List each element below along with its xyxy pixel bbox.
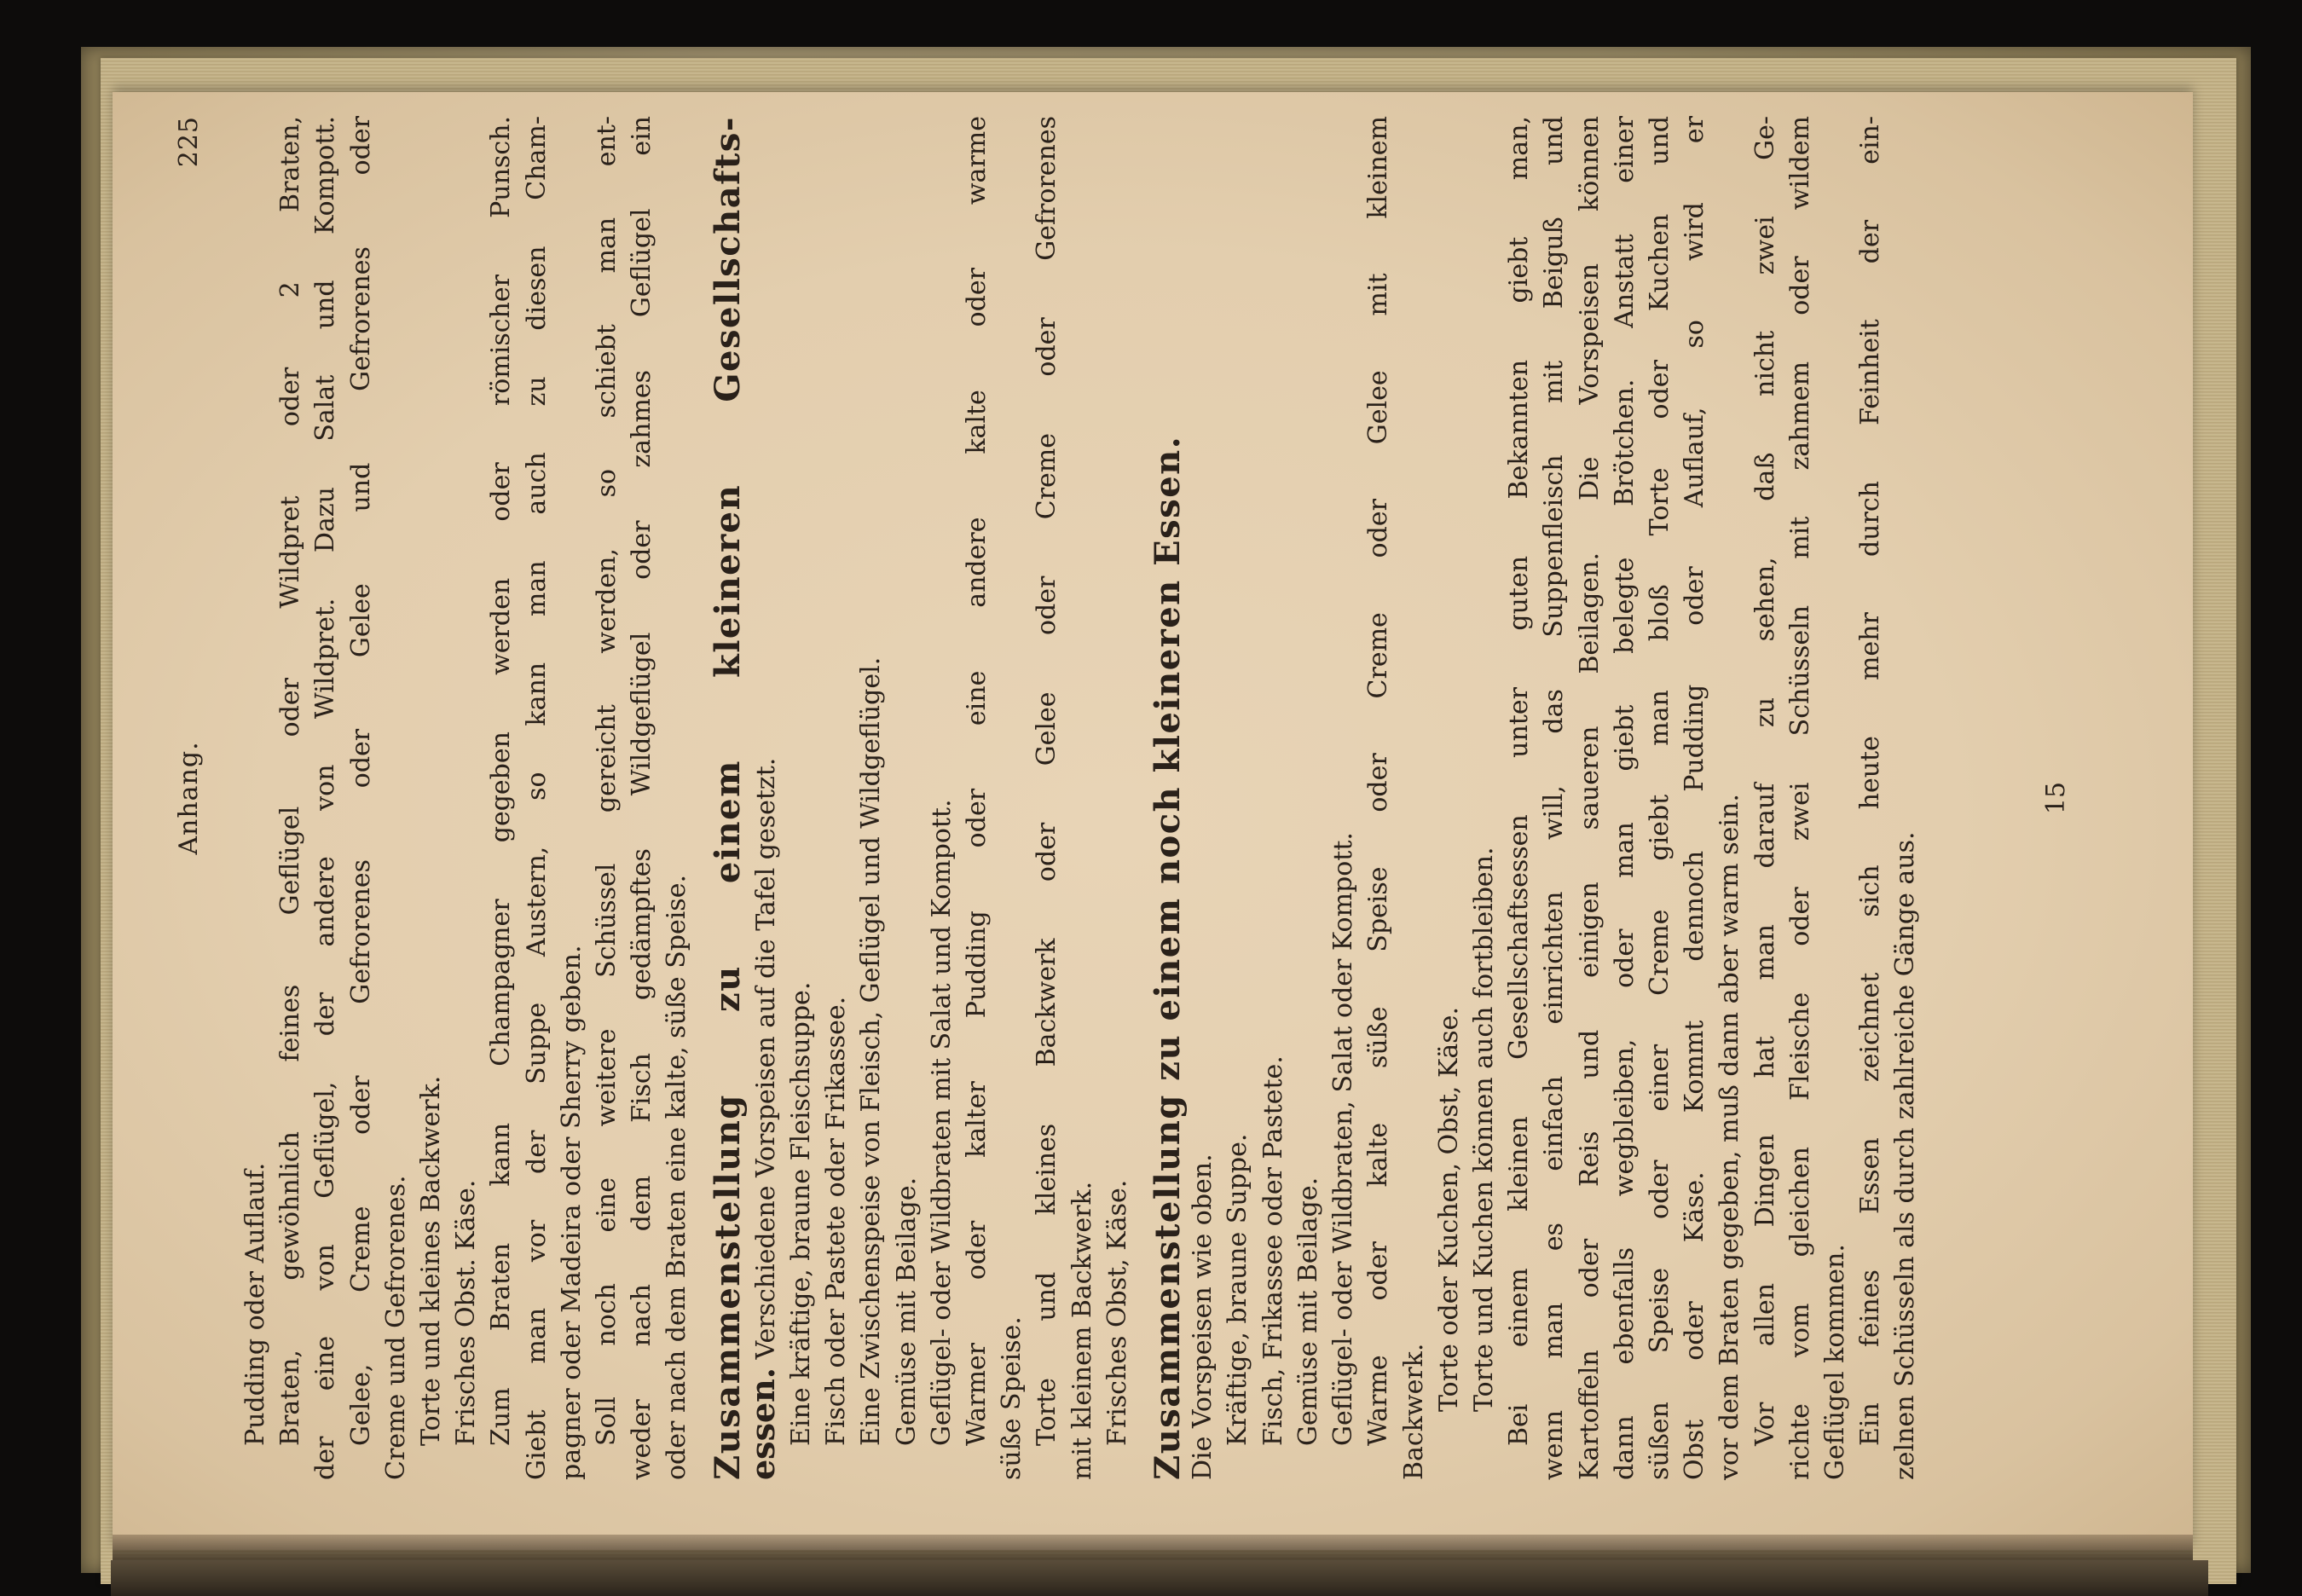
signature-mark: 15 bbox=[2041, 781, 2071, 815]
text-line: Torte und kleines Backwerk oder Gelee oder Creme oder Gefrorenes bbox=[1032, 116, 1062, 1446]
text-line: Giebt man vor der Suppe Austern, so kann man auch zu diesen Cham- bbox=[521, 116, 552, 1480]
text-line: wenn man es einfach einrichten will, das Suppenfleisch mit Beiguß und bbox=[1539, 116, 1570, 1480]
text-line: Obst oder Käse. Kommt dennoch Pudding oder Auflauf, so wird er bbox=[1680, 116, 1710, 1480]
text-line: Gelee, Creme oder Gefrorenes oder Gelee und Gefrorenes oder bbox=[345, 116, 376, 1446]
text-line: pagner oder Madeira oder Sherry geben. bbox=[556, 945, 587, 1480]
text-line: Bei einem kleinen Gesellschaftsessen unter guten Bekannten giebt man, bbox=[1504, 116, 1535, 1446]
text-line: der eine von Geflügel, der andere von Wildpret. Dazu Salat und Kompott. bbox=[310, 116, 341, 1480]
text-line: Torte und Kuchen können auch fortbleiben. bbox=[1468, 847, 1499, 1412]
text-line: Fisch, Frikassee oder Pastete. bbox=[1258, 1055, 1288, 1446]
text-line: Torte oder Kuchen, Obst, Käse. bbox=[1433, 1007, 1464, 1412]
page-number: 225 bbox=[174, 116, 204, 168]
section-heading-continuation: essen. bbox=[743, 1368, 782, 1480]
text-line: Geflügel- oder Wildbraten, Salat oder Kompott. bbox=[1328, 832, 1359, 1446]
text-line: Geflügel- oder Wildbraten mit Salat und Kompott. bbox=[926, 799, 957, 1446]
section-heading: Zusammenstellung zu einem noch kleineren Essen. bbox=[1148, 435, 1189, 1480]
text-line: Eine Zwischenspeise von Fleisch, Geflügel und Wildgeflügel. bbox=[856, 656, 887, 1446]
text-line: oder nach dem Braten eine kalte, süße Speise. bbox=[662, 875, 692, 1480]
text-line: süßen Speise oder einer Creme giebt man bloß Torte oder Kuchen und bbox=[1644, 116, 1674, 1480]
text-line: richte vom gleichen Fleische oder zwei Schüsseln mit zahmem oder wildem bbox=[1784, 116, 1815, 1480]
text-line: Fisch oder Pastete oder Frikassee. bbox=[821, 996, 852, 1446]
text-line: dann ebenfalls wegbleiben, oder man giebt belegte Brötchen. Anstatt einer bbox=[1609, 116, 1640, 1480]
text-line: Eine kräftige, braune Fleischsuppe. bbox=[786, 981, 817, 1446]
rotated-page-text bbox=[123, 116, 2203, 1480]
text-line: Frisches Obst. Käse. bbox=[451, 1179, 482, 1446]
text-line: zelnen Schüsseln als durch zahlreiche Gänge aus. bbox=[1890, 831, 1921, 1480]
text-line: Torte und kleines Backwerk. bbox=[416, 1075, 447, 1446]
text-line: mit kleinem Backwerk. bbox=[1067, 1181, 1097, 1480]
text-line: Die Vorspeisen wie oben. bbox=[1188, 1154, 1218, 1480]
text-line: Ein feines Essen zeichnet sich heute mehr durch Feinheit der ein- bbox=[1855, 116, 1886, 1446]
text-line: Geflügel kommen. bbox=[1819, 1244, 1850, 1480]
heading-continuation-line bbox=[745, 116, 784, 1480]
text-line: Pudding oder Auflauf. bbox=[240, 1162, 270, 1446]
text-line: Vor allen Dingen hat man darauf zu sehen, daß nicht zwei Ge- bbox=[1750, 116, 1780, 1446]
text-line: Warmer oder kalter Pudding oder eine andere kalte oder warme bbox=[962, 116, 992, 1446]
text-line: Kräftige, braune Suppe. bbox=[1223, 1133, 1253, 1446]
text-line: Creme und Gefrorenes. bbox=[380, 1175, 411, 1480]
running-head bbox=[174, 116, 217, 1480]
text-line: Backwerk. bbox=[1398, 1343, 1429, 1480]
text-line: Warme oder kalte süße Speise oder Creme oder Gelee mit kleinem bbox=[1363, 116, 1394, 1446]
text-line: süße Speise. bbox=[997, 1316, 1027, 1480]
text-line: Verschiedene Vorspeisen auf die Tafel gesetzt. bbox=[750, 757, 781, 1360]
text-line: Zum Braten kann Champagner gegeben werden oder römischer Punsch. bbox=[486, 116, 517, 1446]
text-line: Frisches Obst, Käse. bbox=[1102, 1179, 1132, 1446]
running-head-title: Anhang. bbox=[174, 741, 204, 855]
text-line: Gemüse mit Beilage. bbox=[1293, 1177, 1323, 1446]
text-line: Braten, gewöhnlich feines Geflügel oder Wildpret oder 2 Braten, bbox=[275, 116, 306, 1446]
section-heading: Zusammenstellung zu einem kleineren Gesellschafts- bbox=[707, 116, 748, 1480]
gutter-shadow bbox=[113, 1535, 2193, 1560]
text-line: weder nach dem Fisch gedämpftes Wildgeflügel oder zahmes Geflügel ein bbox=[627, 116, 657, 1480]
text-line: vor dem Braten gegeben, muß dann aber warm sein. bbox=[1715, 794, 1745, 1480]
text-line: Gemüse mit Beilage. bbox=[891, 1177, 922, 1446]
facing-page-edge bbox=[111, 1560, 2208, 1596]
text-line: Soll noch eine weitere Schüssel gereicht werden, so schiebt man ent- bbox=[592, 116, 622, 1446]
text-line: Kartoffeln oder Reis und einigen saueren Beilagen. Die Vorspeisen können bbox=[1574, 116, 1605, 1480]
page-body bbox=[238, 116, 1923, 1480]
